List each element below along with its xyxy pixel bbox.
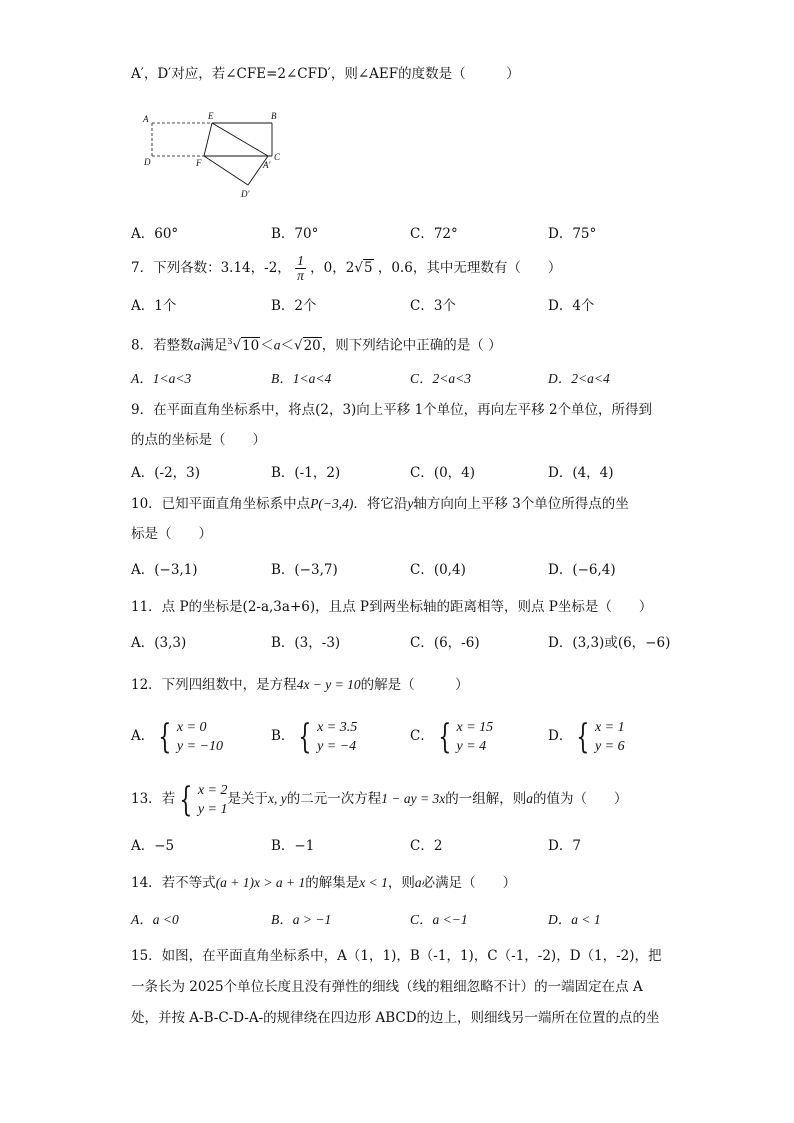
q13-options (131, 835, 691, 857)
fig-label-F: F (196, 158, 202, 168)
q13-option-c[interactable]: C．2 (410, 838, 443, 854)
q11-option-d[interactable]: D．(3,3)或(6，−6) (548, 635, 671, 651)
q7-sqrt: 5 (363, 260, 373, 276)
q6-figure (140, 108, 290, 203)
q13-text: 13．若 { x = 2 y = 1 是关于x, y的二元一次方程1 − ay = 3x的一组解，则a的值为（ ） (131, 779, 628, 820)
fig-label-E: E (208, 111, 214, 121)
q8-option-b[interactable]: B．1<a<4 (271, 371, 332, 386)
q7-option-b[interactable]: B．2个 (271, 298, 317, 314)
q8-option-d[interactable]: D．2<a<4 (548, 371, 610, 386)
q12-options (131, 713, 691, 759)
q11-options (131, 632, 691, 654)
q9-line2: 的点的坐标是（ ） (131, 432, 266, 448)
q9-option-b[interactable]: B．(-1，2) (271, 465, 341, 481)
q6-option-b[interactable]: B．70° (271, 226, 319, 242)
q11-option-b[interactable]: B．(3，-3) (271, 635, 341, 651)
q14-text: 14．若不等式(a + 1)x > a + 1的解集是x < 1，则a必满足（ ） (131, 875, 517, 891)
q12-text: 12．下列四组数中，是方程4x − y = 10的解是（ ） (131, 677, 469, 693)
q9-options (131, 462, 691, 484)
q12-option-d[interactable]: D． { x = 1 y = 6 (548, 716, 625, 757)
q13-option-b[interactable]: B．−1 (271, 838, 315, 854)
q14-option-a[interactable]: A．a <0 (131, 912, 179, 927)
fig-label-D: D (144, 157, 151, 167)
q10-option-d[interactable]: D．(−6,4) (548, 562, 616, 578)
q14-option-d[interactable]: D．a < 1 (548, 912, 601, 927)
q7-fraction: $\frac{1}{\pi}$ (297, 253, 304, 283)
fig-label-D2: D′ (241, 189, 250, 199)
q9-option-d[interactable]: D．(4，4) (548, 465, 614, 481)
q7-options (131, 295, 691, 317)
q12-option-a[interactable]: A． { x = 0 y = −10 (131, 716, 223, 757)
fig-label-A2: A′ (263, 160, 271, 170)
fig-label-C: C (274, 152, 281, 162)
q7-option-a[interactable]: A．1个 (131, 298, 177, 314)
q9-line1: 9．在平面直角坐标系中，将点(2，3)向上平移 1个单位，再向左平移 2个单位，所得到 (131, 402, 653, 418)
q14-option-c[interactable]: C．a <−1 (410, 912, 468, 927)
q6-option-a[interactable]: A．60° (131, 226, 179, 242)
q8-options (131, 368, 691, 390)
q10-line1: 10．已知平面直角坐标系中点P(−3,4)．将它沿y轴方向向上平移 3个单位所得点的坐 (131, 496, 629, 512)
q12-option-b[interactable]: B． { x = 3.5 y = −4 (271, 716, 358, 757)
q10-options (131, 559, 691, 581)
q10-option-c[interactable]: C．(0,4) (410, 562, 466, 578)
q10-option-b[interactable]: B．(−3,7) (271, 562, 338, 578)
q12-option-c[interactable]: C． { x = 15 y = 4 (410, 716, 494, 757)
q7-text: 7．下列各数：3.14，-2， $\frac{1}{\pi}$ ，0，2√5 ，0.6，其中无理数有（ ） (131, 253, 562, 283)
q6-option-d[interactable]: D．75° (548, 226, 597, 242)
q15-line3: 处，并按 A-B-C-D-A-的规律绕在四边形 ABCD的边上，则细线另一端所在位置的点的坐 (131, 1010, 660, 1026)
fig-label-B: B (271, 111, 277, 121)
q9-option-c[interactable]: C．(0，4) (410, 465, 476, 481)
q15-line2: 一条长为 2025个单位长度且没有弹性的细线（线的粗细忽略不计）的一端固定在点 A (131, 979, 643, 995)
q8-text: 8．若整数a满足$^3$√10＜a＜√20，则下列结论中正确的是（ ） (131, 337, 502, 354)
q7-option-c[interactable]: C．3个 (410, 298, 456, 314)
q7-option-d[interactable]: D．4个 (548, 298, 595, 314)
q13-option-d[interactable]: D．7 (548, 838, 581, 854)
q9-option-a[interactable]: A．(-2，3) (131, 465, 201, 481)
fig-label-A: A (143, 114, 149, 124)
q11-option-c[interactable]: C．(6，-6) (410, 635, 480, 651)
q10-option-a[interactable]: A．(−3,1) (131, 562, 198, 578)
q11-option-a[interactable]: A．(3,3) (131, 635, 187, 651)
q14-options (131, 909, 691, 931)
q14-option-b[interactable]: B．a > −1 (271, 912, 332, 927)
q13-option-a[interactable]: A．−5 (131, 838, 175, 854)
q11-line1: 11．点 P的坐标是(2-a,3a+6)，且点 P到两坐标轴的距离相等，则点 P坐标是（ ） (131, 599, 653, 615)
q6-options (131, 223, 691, 245)
q8-option-c[interactable]: C．2<a<3 (410, 371, 471, 386)
q6-option-c[interactable]: C．72° (410, 226, 458, 242)
q6-text: A′，D′对应，若∠CFE=2∠CFD′，则∠AEF的度数是（ ） (131, 66, 520, 82)
q8-option-a[interactable]: A．1<a<3 (131, 371, 192, 386)
q15-line1: 15．如图，在平面直角坐标系中，A（1，1)，B（-1，1)，C（-1，-2)，D（1，-2)，把 (131, 948, 662, 964)
q10-line2: 标是（ ） (131, 526, 212, 542)
